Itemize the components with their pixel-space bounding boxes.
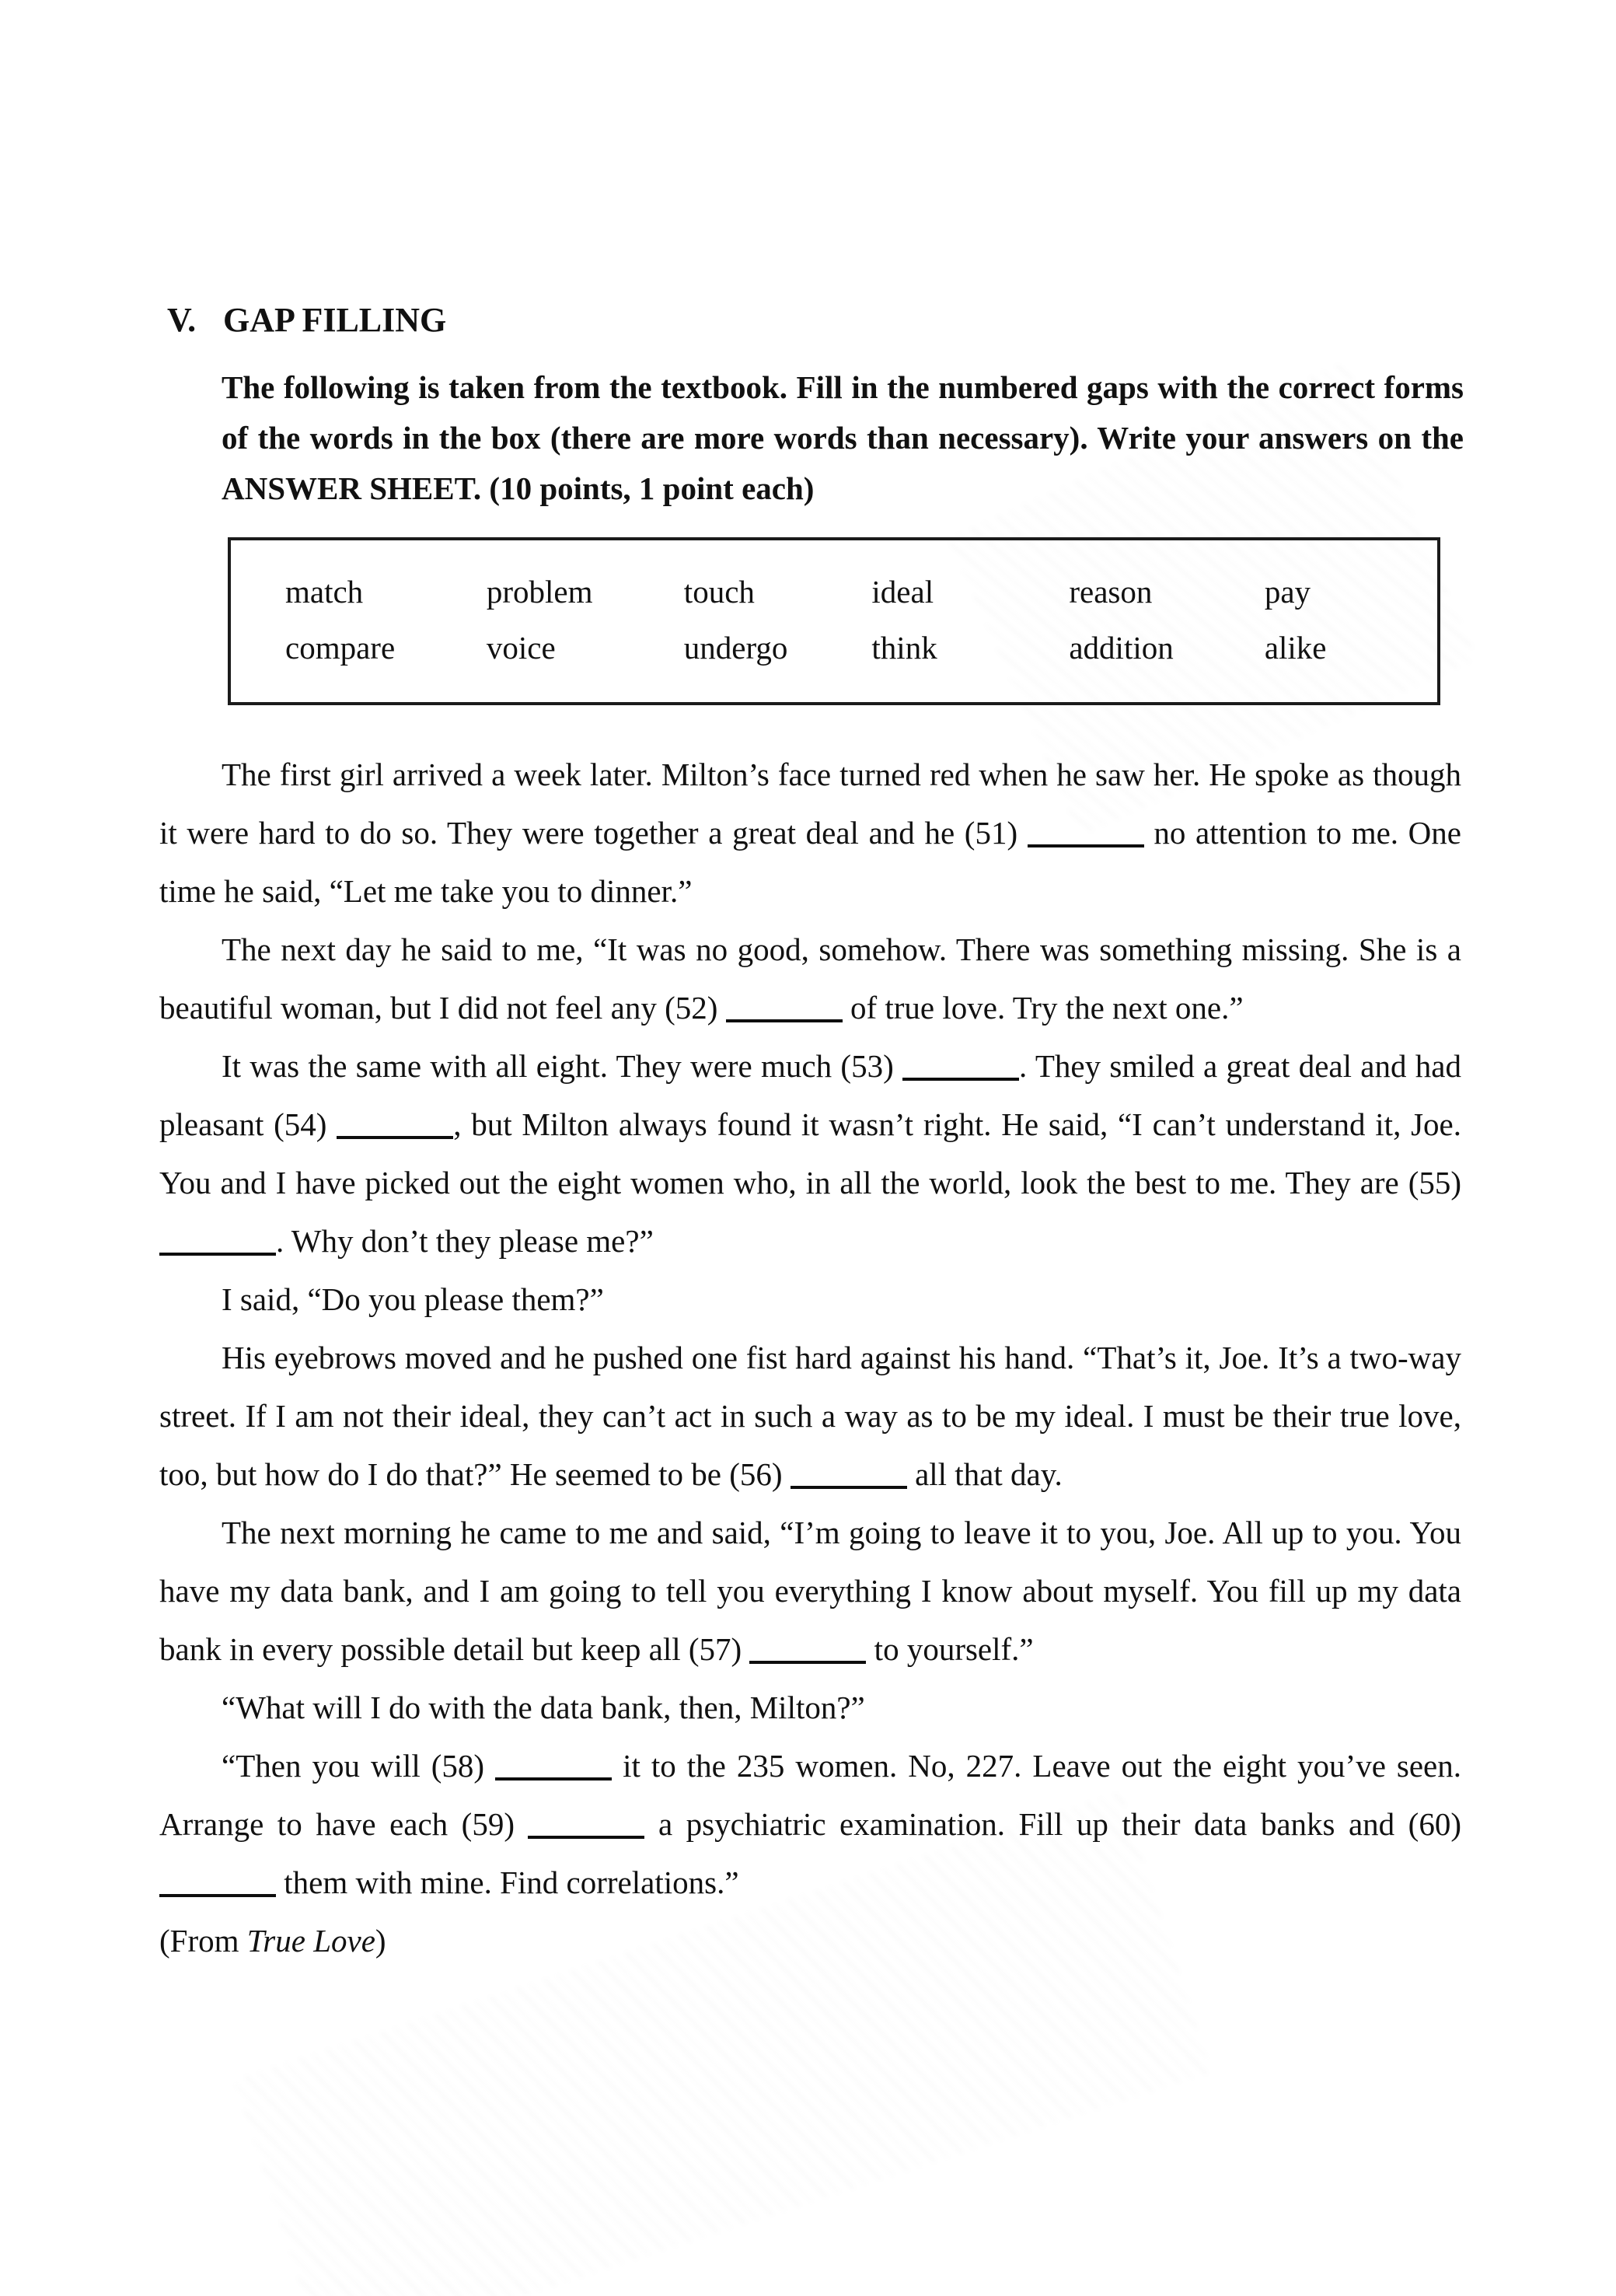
blank-54	[337, 1119, 453, 1140]
section-title: GAP FILLING	[223, 301, 447, 339]
passage-paragraph-5	[159, 1329, 1461, 1504]
section-instructions: The following is taken from the textbook. Fill in the numbered gaps with the correct forms of the words in the box (there are more words than necessary). Write your answers on the ANSWER SHEET. (10 points, 1 point each)	[222, 369, 1464, 507]
passage-text: a psychiatric examination. Fill up their data banks and (60)	[644, 1806, 1461, 1843]
passage-paragraph-4	[159, 1270, 1461, 1329]
passage-text: I said, “Do you please them?”	[222, 1281, 604, 1318]
passage-text: The first girl arrived a week later. Milton’s face turned red when he saw her. He spoke as though it were hard to do so. They were together a great deal and he (51)	[159, 757, 1461, 851]
passage-text: to yourself.”	[866, 1631, 1034, 1668]
passage-paragraph-2	[159, 921, 1461, 1037]
word-box	[228, 537, 1440, 705]
word-box-row-1	[285, 564, 1422, 620]
passage-paragraph-8	[159, 1737, 1461, 1912]
passage-text: no attention to me. One time he said, “Let me take you to dinner.”	[159, 815, 1461, 910]
section-number: V.	[167, 301, 197, 339]
word-item: compare	[285, 630, 396, 666]
blank-52	[726, 1002, 843, 1023]
passage-paragraph-6	[159, 1504, 1461, 1679]
passage	[159, 746, 1461, 1970]
passage-text: The next morning he came to me and said, “I’m going to leave it to you, Joe. All up to you. You have my data bank, and I am going to tell you everything I know about myself. You fill up my data bank in every possible detail but keep all (57)	[159, 1515, 1461, 1668]
word-item: undergo	[683, 630, 788, 666]
word-item: ideal	[871, 574, 934, 610]
word-item: voice	[486, 630, 556, 666]
word-item: addition	[1069, 630, 1174, 666]
source-title: True Love	[246, 1923, 375, 1959]
passage-text: “Then you will (58)	[222, 1748, 496, 1784]
passage-paragraph-3	[159, 1037, 1461, 1270]
passage-text: them with mine. Find correlations.”	[276, 1864, 739, 1901]
blank-51	[1028, 827, 1144, 848]
word-item: reason	[1069, 574, 1153, 610]
passage-text: “What will I do with the data bank, then, Milton?”	[222, 1690, 865, 1726]
blank-59	[528, 1819, 644, 1840]
blank-56	[791, 1469, 907, 1490]
word-item: pay	[1264, 574, 1311, 610]
passage-text: . Why don’t they please me?”	[276, 1223, 654, 1260]
section-heading	[167, 302, 1461, 339]
passage-text: The next day he said to me, “It was no good, somehow. There was something missing. She is a beautiful woman, but I did not feel any (52)	[159, 931, 1461, 1026]
word-item: think	[871, 630, 937, 666]
word-item: problem	[486, 574, 593, 610]
source-line	[159, 1912, 1461, 1970]
passage-text: all that day.	[906, 1456, 1063, 1493]
blank-55	[159, 1235, 276, 1256]
passage-text: , but Milton always found it wasn’t right. He said, “I can’t understand it, Joe. You and I have picked out the eight women who, in all the world, look the best to me. They are (55)	[159, 1106, 1462, 1201]
source-suffix: )	[375, 1923, 386, 1959]
blank-60	[159, 1877, 276, 1898]
word-item: match	[285, 574, 364, 610]
word-item: alike	[1264, 630, 1327, 666]
blank-58	[495, 1760, 612, 1781]
passage-paragraph-1	[159, 746, 1461, 921]
passage-text: of true love. Try the next one.”	[842, 990, 1244, 1026]
passage-text: . They smiled a great deal and had pleasant (54)	[159, 1048, 1461, 1143]
word-box-row-2	[285, 620, 1422, 676]
source-prefix: (From	[159, 1923, 247, 1959]
passage-text: It was the same with all eight. They were much (53)	[222, 1048, 903, 1085]
blank-53	[902, 1061, 1019, 1082]
passage-paragraph-7	[159, 1679, 1461, 1737]
passage-text: it to the 235 women. No, 227. Leave out the eight you’ve seen. Arrange to have each (59)	[159, 1748, 1462, 1843]
word-item: touch	[683, 574, 755, 610]
passage-text: His eyebrows moved and he pushed one fist hard against his hand. “That’s it, Joe. It’s a two-way street. If I am not their ideal, they can’t act in such a way as to be my ideal. I must be their true love, too, but how do I do that?” He seemed to be (56)	[159, 1340, 1461, 1493]
page-content	[159, 301, 1464, 1970]
blank-57	[749, 1644, 866, 1665]
